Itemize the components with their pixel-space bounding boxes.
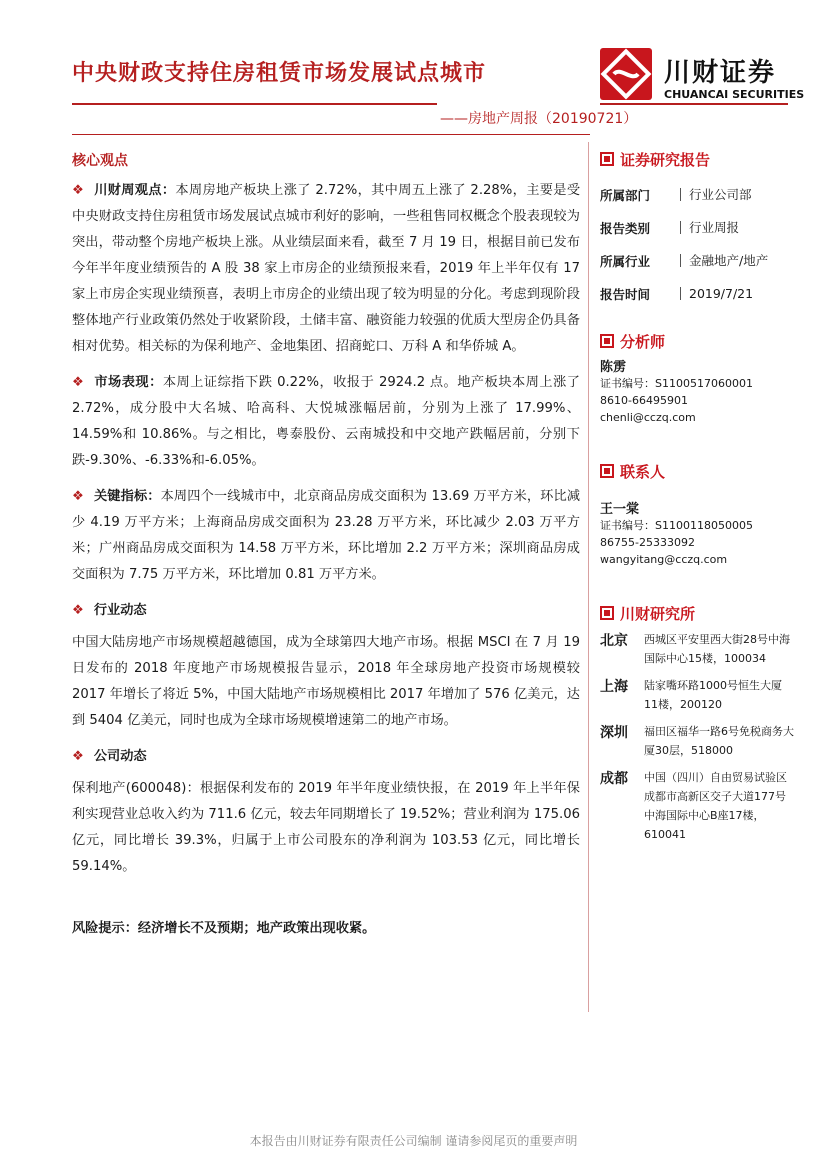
meta-row: 所属行业 金融地产/地产 — [600, 253, 769, 269]
analyst-name: 陈雳 — [600, 360, 627, 375]
office-item: 北京 西城区平安里西大街28号中海国际中心15楼，100034 — [600, 633, 790, 665]
report-subtitle: ——房地产周报（20190721） — [440, 111, 638, 127]
diamond-bullet-icon: ❖ — [72, 489, 84, 504]
diamond-bullet-icon: ❖ — [72, 603, 84, 618]
meta-row: 报告时间 2019/7/21 — [600, 286, 754, 302]
contact-phone: 86755-25333092 — [600, 536, 695, 549]
office-item: 上海 陆家嘴环路1000号恒生大厦11楼，200120 — [600, 679, 782, 711]
subtitle-rule — [72, 134, 590, 135]
office-list — [600, 630, 795, 844]
contact-heading: 联系人 — [600, 460, 795, 482]
diamond-bullet-icon: ❖ — [72, 183, 85, 198]
page-footer: 本报告由川财证券有限责任公司编制 谨请参阅尾页的重要声明 — [249, 1134, 578, 1148]
sidebar — [600, 148, 795, 852]
risk-note: 风险提示：经济增长不及预期；地产政策出现收紧。 — [72, 921, 376, 936]
analyst-phone: 8610-66495901 — [600, 394, 688, 407]
diamond-bullet-icon: ❖ — [72, 749, 84, 764]
industry-title: 行业动态 — [93, 603, 147, 618]
analyst-cert: 证书编号：S1100517060001 — [600, 377, 753, 390]
institute-heading: 川财研究所 — [600, 602, 795, 624]
square-bullet-icon — [600, 606, 614, 620]
meta-row: 所属部门 行业公司部 — [600, 187, 752, 203]
contact-name: 王一棠 — [600, 502, 640, 517]
square-bullet-icon — [600, 152, 614, 166]
office-item: 成都 中国（四川）自由贸易试验区成都市高新区交子大道177号中海国际中心B座17楼，610041 — [600, 771, 787, 841]
core-view-lead: 川财周观点： — [94, 183, 176, 198]
square-bullet-icon — [600, 464, 614, 478]
analyst-heading: 分析师 — [600, 330, 795, 352]
core-view-text: 本周房地产板块上涨了 2.72%，其中周五上涨了 2.28%，主要是受中央财政支持住房租赁市场发展试点城市利好的影响，一些租售同权概念个股表现较为突出，带动整个房地产板块上涨。从业绩层面来看，截至 7 月 19 日，根据目前已发布今年半年度业绩预告的 A 股 38 家上市房企的业绩预报来看，2019 年上半年仅有 17 家上市房企实现业绩预喜，表明上市房企的业绩出现了较为明显的分化。考虑到现阶段整体地产行业政策仍然处于收紧阶段，土储丰富、融资能力较强的优质大型房企仍具备相对优势。相关标的为保利地产、金地集团、招商蛇口、万科 A 和华侨城 A。 — [72, 183, 581, 354]
logo-text: 川财证券 — [664, 58, 777, 88]
market-paragraph — [72, 370, 580, 474]
company-text: 保利地产(600048)：根据保利发布的 2019 年半年度业绩快报，在 2019 年上半年保利实现营业总收入约为 711.6 亿元，较去年同期增长了 19.52%；营业利润为 175.06 亿元，同比增长 39.3%，归属于上市公司股东的净利润为 103.53 亿元，同比增长 59.14%。 — [72, 781, 580, 874]
title-rule — [72, 103, 437, 105]
logo-subtext: CHUANCAI SECURITIES — [664, 88, 805, 101]
meta-row: 报告类别 行业周报 — [600, 220, 740, 236]
indicator-text: 本周四个一线城市中，北京商品房成交面积为 13.69 万平方米，环比减少 4.19 万平方米；上海商品房成交面积为 23.28 万平方米，环比减少 2.03 万平方米；广州商品房成交面积为 14.58 万平方米，环比增加 2.2 万平方米；深圳商品房成交面积为 7.75 万平方米，环比增加 0.81 万平方米。 — [72, 489, 581, 582]
analyst-email[interactable]: chenli@cczq.com — [600, 411, 696, 424]
column-divider — [588, 142, 589, 1012]
logo-rule — [600, 103, 788, 105]
market-lead: 市场表现： — [94, 375, 163, 390]
diamond-bullet-icon: ❖ — [72, 375, 85, 390]
core-title: 核心观点 — [72, 153, 128, 169]
company-title: 公司动态 — [93, 749, 147, 764]
market-text: 本周上证综指下跌 0.22%，收报于 2924.2 点。地产板块本周上涨了 2.72%，成分股中大名城、哈高科、大悦城涨幅居前，分别为上涨了 17.99%、14.59%和 10.86%。与之相比，粤泰股份、云南城投和中交地产跌幅居前，分别下跌-9.30%、-6.33%和-6.05%。 — [72, 375, 580, 468]
office-item: 深圳 福田区福华一路6号免税商务大厦30层，518000 — [600, 725, 794, 757]
square-bullet-icon — [600, 334, 614, 348]
contact-email[interactable]: wangyitang@cczq.com — [600, 553, 728, 566]
report-info-heading: 证券研究报告 — [600, 148, 795, 170]
industry-heading — [72, 598, 580, 624]
report-title: 中央财政支持住房租赁市场发展试点城市 — [72, 61, 487, 86]
core-view-paragraph — [72, 178, 580, 360]
industry-text: 中国大陆房地产市场规模超越德国，成为全球第四大地产市场。根据 MSCI 在 7 月 19 日发布的 2018 年度地产市场规模报告显示，2018 年全球房地产投资市场规模较 2017 年增长了将近 5%，中国大陆地产市场规模相比 2017 年增加了 576 亿美元，达到 5404 亿美元，同时也成为全球市场规模增速第二的地产市场。 — [72, 635, 580, 728]
contact-cert: 证书编号：S1100118050005 — [600, 519, 753, 532]
main-content — [72, 148, 580, 942]
company-heading — [72, 744, 580, 770]
indicator-lead: 关键指标： — [93, 489, 161, 504]
indicator-paragraph — [72, 484, 580, 588]
logo-icon — [600, 48, 652, 100]
meta-list — [600, 178, 795, 310]
